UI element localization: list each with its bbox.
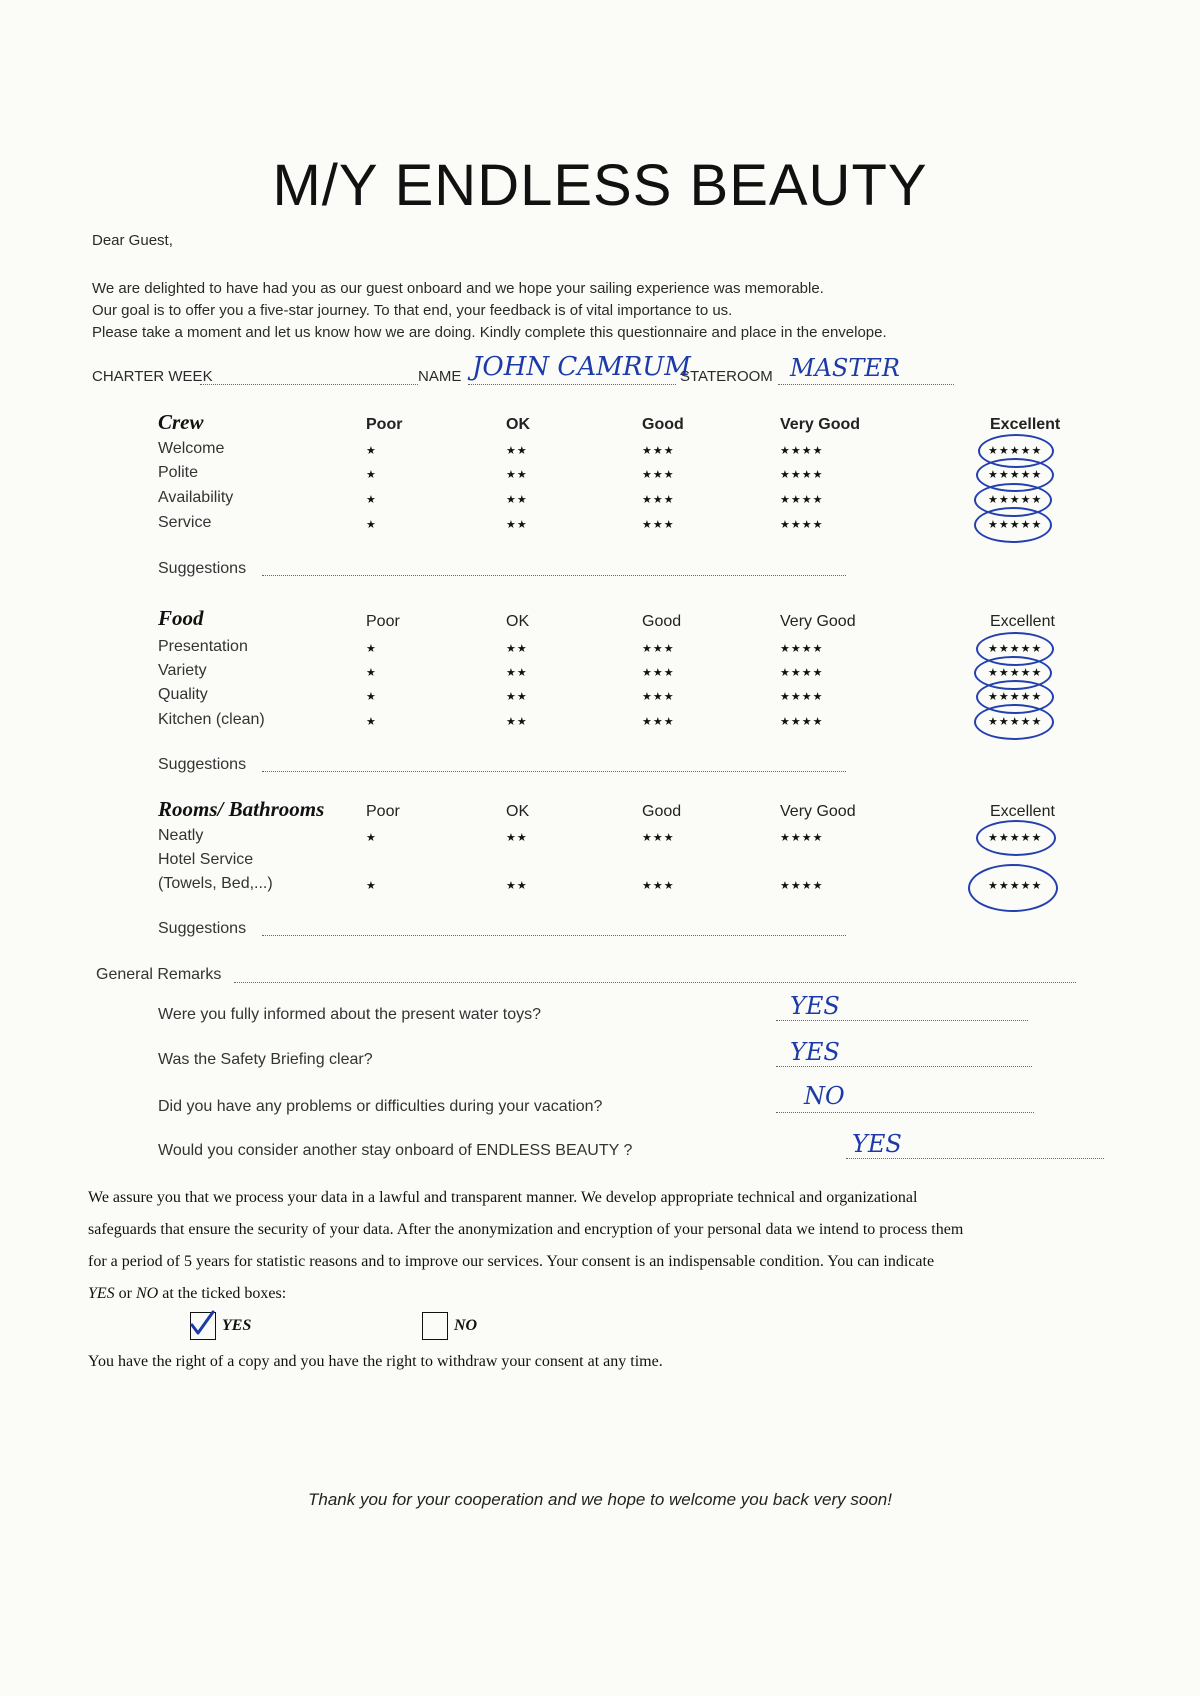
- rooms-row-hotel-service: Hotel Service: [158, 851, 254, 868]
- charter-week-field[interactable]: [200, 384, 418, 385]
- closing-message: Thank you for your cooperation and we hope to welcome you back very soon!: [307, 1490, 892, 1509]
- crew-service-ok-stars[interactable]: ★★: [506, 519, 528, 531]
- crew-availability-excellent-stars[interactable]: ★★★★★: [988, 494, 1043, 506]
- answer-problems-handwritten: NO: [804, 1082, 845, 1110]
- food-variety-excellent-stars[interactable]: ★★★★★: [988, 667, 1043, 679]
- rooms-neatly-poor-stars[interactable]: ★: [366, 832, 377, 844]
- privacy-no-word: NO: [136, 1285, 159, 1302]
- food-quality-excellent-stars[interactable]: ★★★★★: [988, 691, 1043, 703]
- rooms-suggestions-label: Suggestions: [158, 920, 247, 937]
- rooms-header-good: Good: [642, 803, 682, 820]
- answer-water-toys-field[interactable]: [776, 1020, 1028, 1021]
- rooms-header-ok: OK: [506, 803, 530, 820]
- food-variety-ok-stars[interactable]: ★★: [506, 667, 528, 679]
- food-row-quality: Quality: [158, 686, 208, 703]
- food-suggestions-field[interactable]: [262, 771, 846, 772]
- food-row-variety: Variety: [158, 662, 207, 679]
- privacy-line-1: We assure you that we process your data in a lawful and transparent manner. We develop appropriate technical and organizational: [88, 1189, 918, 1206]
- answer-water-toys-handwritten: YES: [790, 992, 840, 1020]
- food-variety-poor-stars[interactable]: ★: [366, 667, 377, 679]
- question-safety-briefing: Was the Safety Briefing clear?: [158, 1051, 373, 1068]
- privacy-line-4: [88, 1278, 286, 1310]
- crew-header-very-good: Very Good: [780, 416, 861, 433]
- food-kitchen-good-stars[interactable]: ★★★: [642, 716, 675, 728]
- stateroom-label: STATEROOM: [680, 368, 773, 385]
- rooms-neatly-excellent-selection-circle: [976, 820, 1056, 856]
- food-presentation-excellent-stars[interactable]: ★★★★★: [988, 643, 1043, 655]
- food-presentation-good-stars[interactable]: ★★★: [642, 643, 675, 655]
- intro-line-3: Please take a moment and let us know how we are doing. Kindly complete this questionnaire and place in the envelope.: [92, 324, 887, 341]
- rooms-row-neatly: Neatly: [158, 827, 204, 844]
- privacy-yes-word: YES: [88, 1285, 115, 1302]
- food-presentation-poor-stars[interactable]: ★: [366, 643, 377, 655]
- answer-safety-briefing-handwritten: YES: [790, 1038, 840, 1066]
- rooms-neatly-very-good-stars[interactable]: ★★★★: [780, 832, 824, 844]
- rooms-neatly-ok-stars[interactable]: ★★: [506, 832, 528, 844]
- rooms-row-hotel-service-detail: (Towels, Bed,...): [158, 875, 273, 892]
- food-kitchen-poor-stars[interactable]: ★: [366, 716, 377, 728]
- food-quality-very-good-stars[interactable]: ★★★★: [780, 691, 824, 703]
- consent-yes-label: YES: [222, 1317, 252, 1334]
- food-presentation-very-good-stars[interactable]: ★★★★: [780, 643, 824, 655]
- rooms-hotel-service-excellent-selection-circle: [968, 864, 1058, 912]
- charter-week-label: CHARTER WEEK: [92, 368, 213, 385]
- rooms-neatly-good-stars[interactable]: ★★★: [642, 832, 675, 844]
- crew-row-polite: Polite: [158, 464, 199, 481]
- crew-availability-poor-stars[interactable]: ★: [366, 494, 377, 506]
- stateroom-field[interactable]: [778, 384, 954, 385]
- crew-welcome-very-good-stars[interactable]: ★★★★: [780, 445, 824, 457]
- general-remarks-field[interactable]: [234, 982, 1076, 983]
- privacy-line-4-rest: at the ticked boxes:: [158, 1285, 287, 1302]
- answer-safety-briefing-field[interactable]: [776, 1066, 1032, 1067]
- rooms-hotel-service-excellent-stars[interactable]: ★★★★★: [988, 880, 1043, 892]
- crew-welcome-poor-stars[interactable]: ★: [366, 445, 377, 457]
- rooms-hotel-service-poor-stars[interactable]: ★: [366, 880, 377, 892]
- answer-another-stay-field[interactable]: [846, 1158, 1104, 1159]
- rooms-neatly-excellent-stars[interactable]: ★★★★★: [988, 832, 1043, 844]
- rooms-section-title: Rooms/ Bathrooms: [158, 797, 325, 821]
- rooms-hotel-service-ok-stars[interactable]: ★★: [506, 880, 528, 892]
- crew-availability-very-good-stars[interactable]: ★★★★: [780, 494, 824, 506]
- food-header-very-good: Very Good: [780, 613, 856, 630]
- food-kitchen-excellent-stars[interactable]: ★★★★★: [988, 716, 1043, 728]
- crew-welcome-excellent-stars[interactable]: ★★★★★: [988, 445, 1043, 457]
- crew-header-ok: OK: [506, 416, 530, 433]
- crew-row-welcome: Welcome: [158, 440, 225, 457]
- crew-polite-good-stars[interactable]: ★★★: [642, 469, 675, 481]
- food-variety-good-stars[interactable]: ★★★: [642, 667, 675, 679]
- general-remarks-label: General Remarks: [96, 966, 222, 983]
- rooms-header-very-good: Very Good: [780, 803, 856, 820]
- consent-yes-checkbox[interactable]: [190, 1312, 216, 1340]
- crew-section-title: Crew: [158, 410, 204, 434]
- crew-polite-ok-stars[interactable]: ★★: [506, 469, 528, 481]
- answer-problems-field[interactable]: [776, 1112, 1034, 1113]
- food-header-excellent: Excellent: [990, 613, 1055, 630]
- privacy-line-3: for a period of 5 years for statistic reasons and to improve our services. Your consent is an indispensable condition. You can indicate: [88, 1253, 935, 1270]
- crew-suggestions-field[interactable]: [262, 575, 846, 576]
- privacy-or-word: or: [114, 1285, 136, 1302]
- name-label: NAME: [418, 368, 462, 385]
- food-row-presentation: Presentation: [158, 638, 248, 655]
- crew-availability-ok-stars[interactable]: ★★: [506, 494, 528, 506]
- food-kitchen-excellent-selection-circle: [974, 704, 1054, 740]
- crew-header-good: Good: [642, 416, 684, 433]
- food-header-poor: Poor: [366, 613, 400, 630]
- crew-availability-good-stars[interactable]: ★★★: [642, 494, 675, 506]
- crew-suggestions-label: Suggestions: [158, 560, 247, 577]
- privacy-line-2: safeguards that ensure the security of your data. After the anonymization and encryption of your personal data we intend to process them: [88, 1221, 964, 1238]
- crew-polite-excellent-stars[interactable]: ★★★★★: [988, 469, 1043, 481]
- rooms-suggestions-field[interactable]: [262, 935, 846, 936]
- intro-line-1: We are delighted to have had you as our guest onboard and we hope your sailing experience was memorable.: [92, 280, 824, 297]
- document-title: M/Y ENDLESS BEAUTY: [272, 153, 928, 218]
- greeting: Dear Guest,: [92, 232, 173, 249]
- food-suggestions-label: Suggestions: [158, 756, 247, 773]
- food-row-kitchen: Kitchen (clean): [158, 711, 265, 728]
- crew-header-poor: Poor: [366, 416, 403, 433]
- food-kitchen-ok-stars[interactable]: ★★: [506, 716, 528, 728]
- crew-welcome-ok-stars[interactable]: ★★: [506, 445, 528, 457]
- crew-row-availability: Availability: [158, 489, 234, 506]
- food-header-good: Good: [642, 613, 682, 630]
- crew-header-excellent: Excellent: [990, 416, 1061, 433]
- crew-row-service: Service: [158, 514, 212, 531]
- answer-another-stay-handwritten: YES: [852, 1130, 902, 1158]
- crew-service-very-good-stars[interactable]: ★★★★: [780, 519, 824, 531]
- crew-service-excellent-stars[interactable]: ★★★★★: [988, 519, 1043, 531]
- question-problems: Did you have any problems or difficulties during your vacation?: [158, 1098, 603, 1115]
- food-variety-very-good-stars[interactable]: ★★★★: [780, 667, 824, 679]
- food-presentation-ok-stars[interactable]: ★★: [506, 643, 528, 655]
- checkmark-icon: [189, 1309, 215, 1337]
- rights-statement: You have the right of a copy and you have the right to withdraw your consent at any time.: [88, 1353, 663, 1370]
- food-header-ok: OK: [506, 613, 530, 630]
- crew-service-excellent-selection-circle: [974, 507, 1052, 543]
- stateroom-handwritten-value: MASTER: [790, 354, 900, 382]
- food-section-title: Food: [158, 606, 204, 630]
- food-quality-poor-stars[interactable]: ★: [366, 691, 377, 703]
- food-quality-good-stars[interactable]: ★★★: [642, 691, 675, 703]
- rooms-hotel-service-very-good-stars[interactable]: ★★★★: [780, 880, 824, 892]
- rooms-header-excellent: Excellent: [990, 803, 1055, 820]
- crew-polite-very-good-stars[interactable]: ★★★★: [780, 469, 824, 481]
- rooms-header-poor: Poor: [366, 803, 400, 820]
- food-quality-ok-stars[interactable]: ★★: [506, 691, 528, 703]
- consent-no-checkbox[interactable]: [422, 1312, 448, 1340]
- name-field[interactable]: [468, 384, 676, 385]
- question-another-stay: Would you consider another stay onboard of ENDLESS BEAUTY ?: [158, 1142, 633, 1159]
- rooms-hotel-service-good-stars[interactable]: ★★★: [642, 880, 675, 892]
- consent-no-label: NO: [454, 1317, 478, 1334]
- question-water-toys: Were you fully informed about the present water toys?: [158, 1006, 542, 1023]
- food-kitchen-very-good-stars[interactable]: ★★★★: [780, 716, 824, 728]
- crew-polite-poor-stars[interactable]: ★: [366, 469, 377, 481]
- crew-service-good-stars[interactable]: ★★★: [642, 519, 675, 531]
- crew-welcome-good-stars[interactable]: ★★★: [642, 445, 675, 457]
- crew-service-poor-stars[interactable]: ★: [366, 519, 377, 531]
- name-handwritten-value: JOHN CAMRUM: [472, 352, 691, 382]
- intro-line-2: Our goal is to offer you a five-star journey. To that end, your feedback is of vital importance to us.: [92, 302, 733, 319]
